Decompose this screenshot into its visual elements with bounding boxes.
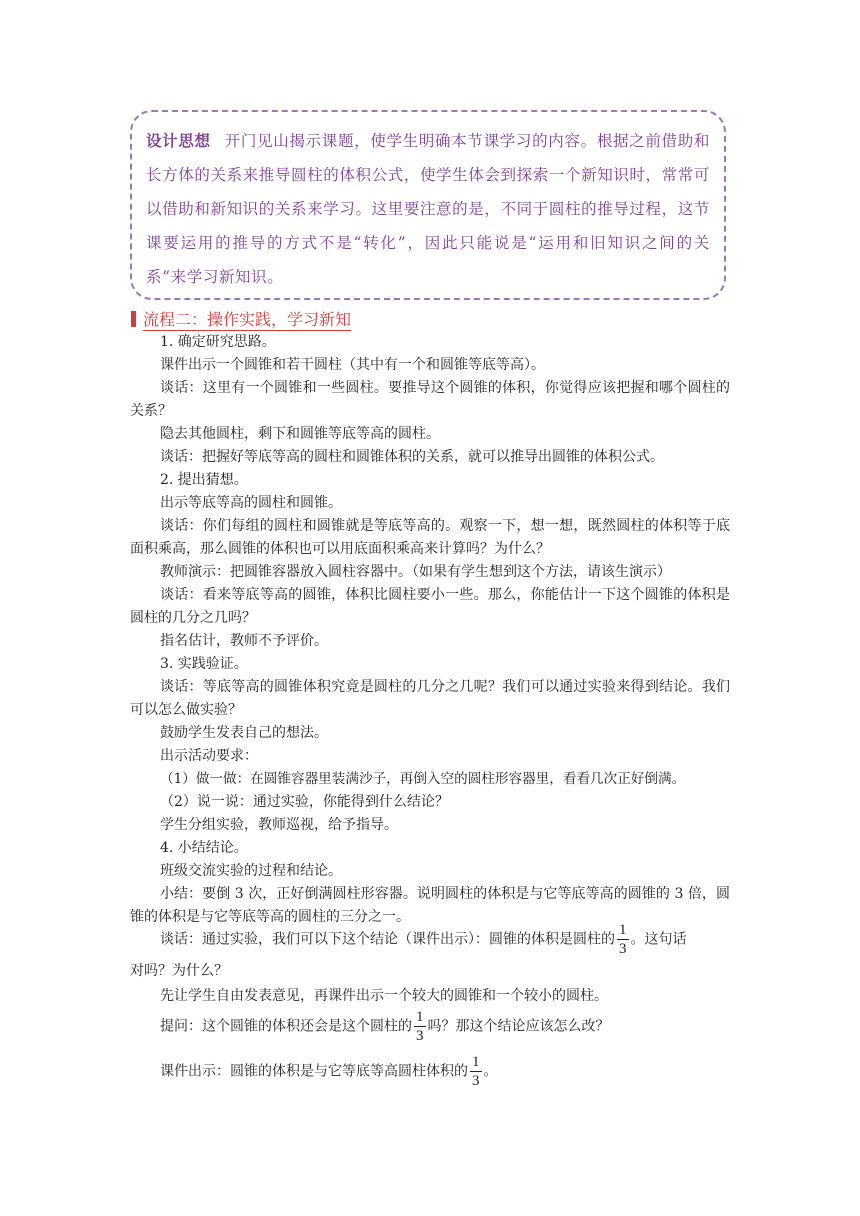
design-idea-label: 设计思想 bbox=[146, 132, 211, 150]
paragraph: 教师演示：把圆锥容器放入圆柱容器中。（如果有学生想到这个方法，请该生演示） bbox=[160, 564, 671, 580]
paragraph bbox=[130, 1008, 730, 1045]
paragraph: 出示等底等高的圆柱和圆锥。 bbox=[160, 495, 342, 511]
paragraph bbox=[130, 921, 730, 958]
paragraph: 4. 小结结论。 bbox=[160, 840, 248, 856]
fraction bbox=[470, 1053, 482, 1090]
paragraph-text: 吗？那这个结论应该怎么改？ bbox=[427, 1018, 610, 1035]
paragraph bbox=[130, 1053, 730, 1090]
paragraph: 谈话：这里有一个圆锥和一些圆柱。要推导这个圆锥的体积，你觉得应该把握和哪个圆柱的关系？ bbox=[130, 380, 730, 419]
paragraph-text: 课件出示：圆锥的体积是与它等底等高圆柱体积的 bbox=[160, 1063, 468, 1080]
paragraph: （2）说一说：通过实验，你能得到什么结论？ bbox=[160, 794, 449, 810]
section-heading bbox=[131, 309, 731, 331]
paragraph-text: 。 bbox=[483, 1063, 498, 1080]
paragraph: 对吗？为什么？ bbox=[130, 963, 228, 979]
paragraph: 谈话：你们每组的圆柱和圆锥就是等底等高的。观察一下，想一想，既然圆柱的体积等于底面积乘高，那么圆锥的体积也可以用底面积乘高来计算吗？为什么？ bbox=[130, 518, 730, 557]
fraction-denominator: 3 bbox=[619, 941, 627, 957]
paragraph: 学生分组实验，教师巡视，给予指导。 bbox=[160, 817, 398, 833]
paragraph: 隐去其他圆柱，剩下和圆锥等底等高的圆柱。 bbox=[160, 426, 440, 442]
paragraph: 出示活动要求： bbox=[160, 748, 258, 764]
paragraph: 班级交流实验的过程和结论。 bbox=[160, 863, 342, 879]
fraction bbox=[414, 1008, 426, 1045]
paragraph: 1. 确定研究思路。 bbox=[160, 334, 276, 350]
paragraph: 谈话：等底等高的圆锥体积究竟是圆柱的几分之几呢？我们可以通过实验来得到结论。我们可以怎么做实验？ bbox=[130, 679, 730, 718]
paragraph: （1）做一做：在圆锥容器里装满沙子，再倒入空的圆柱形容器里，看看几次正好倒满。 bbox=[160, 771, 686, 787]
paragraph: 2. 提出猜想。 bbox=[160, 472, 248, 488]
paragraph: 谈话：把握好等底等高的圆柱和圆锥体积的关系，就可以推导出圆锥的体积公式。 bbox=[160, 449, 664, 465]
paragraph: 先让学生自由发表意见，再课件出示一个较大的圆锥和一个较小的圆柱。 bbox=[160, 988, 608, 1004]
paragraph: 谈话：看来等底等高的圆锥，体积比圆柱要小一些。那么，你能估计一下这个圆锥的体积是圆柱的几分之几吗？ bbox=[130, 587, 730, 626]
paragraph: 指名估计，教师不予评价。 bbox=[160, 633, 328, 649]
paragraph-text: 。这句话 bbox=[630, 931, 687, 948]
paragraph: 3. 实践验证。 bbox=[160, 656, 248, 672]
paragraph-text: 谈话：通过实验，我们可以下这个结论（课件出示）：圆锥的体积是圆柱的 bbox=[160, 931, 615, 948]
design-idea-body: 开门见山揭示课题，使学生明确本节课学习的内容。根据之前借助和长方体的关系来推导圆柱的体积公式，使学生体会到探索一个新知识时，常常可以借助和新知识的关系来学习。这里要注意的是，不同于圆柱的推导过程，这节课要运用的推导的方式不是“转化”，因此只能说是“运用和旧知识之间的关系”来学习新知识。 bbox=[146, 132, 710, 286]
paragraph-text: 提问：这个圆锥的体积还会是这个圆柱的 bbox=[160, 1018, 412, 1035]
paragraph: 鼓励学生发表自己的想法。 bbox=[160, 725, 328, 741]
fraction-numerator: 1 bbox=[619, 922, 627, 938]
fraction-denominator: 3 bbox=[416, 1028, 424, 1044]
fraction bbox=[617, 921, 629, 958]
paragraph: 小结：要倒 3 次，正好倒满圆柱形容器。说明圆柱的体积是与它等底等高的圆锥的 3 倍，圆锥的体积是与它等底等高的圆柱的三分之一。 bbox=[130, 886, 730, 925]
fraction-numerator: 1 bbox=[472, 1054, 480, 1070]
section-title: 流程二：操作实践，学习新知 bbox=[143, 310, 352, 329]
paragraph: 课件出示一个圆锥和若干圆柱（其中有一个和圆锥等底等高）。 bbox=[160, 357, 545, 373]
fraction-denominator: 3 bbox=[472, 1073, 480, 1089]
design-idea-text bbox=[146, 124, 710, 294]
fraction-numerator: 1 bbox=[416, 1009, 424, 1025]
heading-bar-icon bbox=[131, 311, 136, 327]
